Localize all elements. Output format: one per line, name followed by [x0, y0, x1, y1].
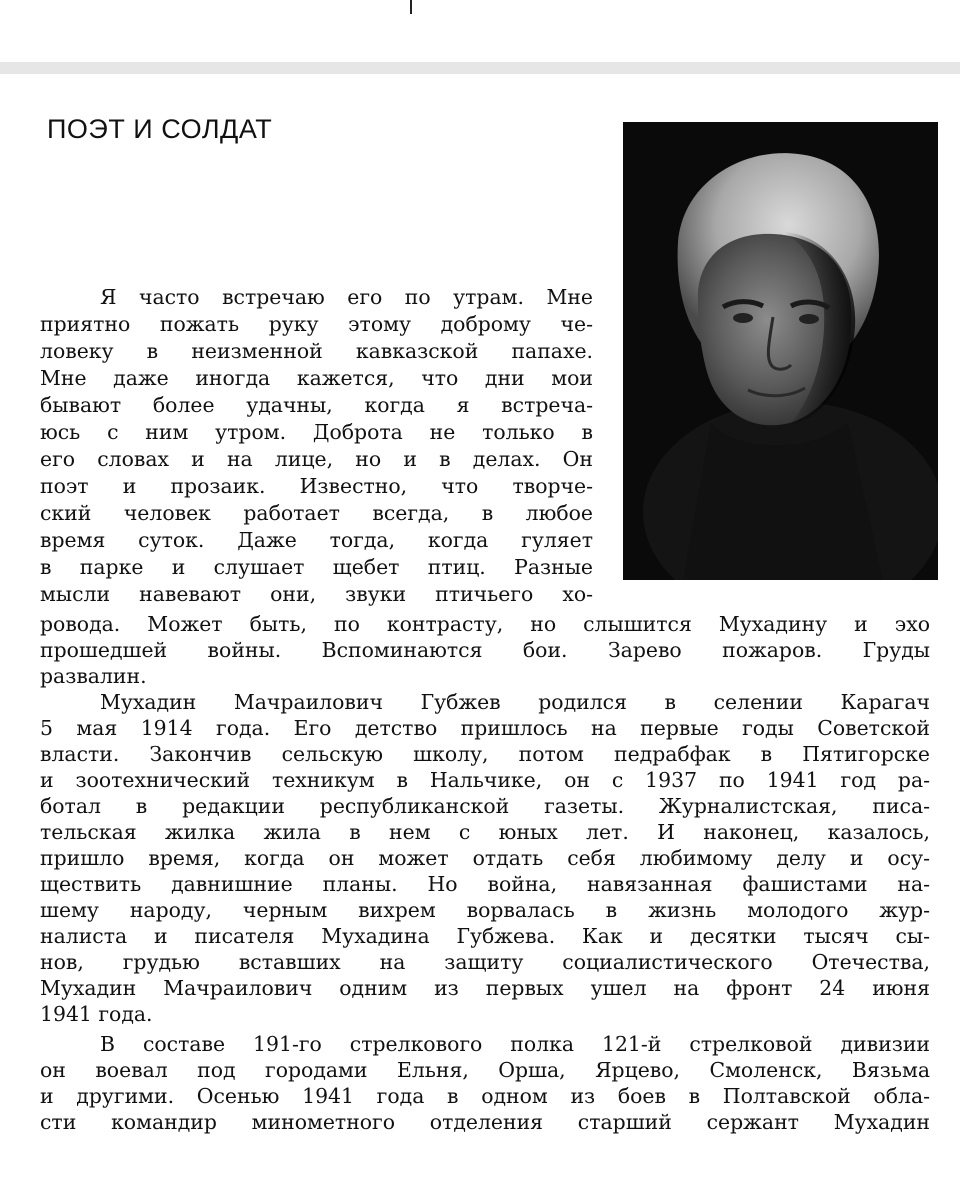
text-line: прошедшей войны. Вспоминаются бои. Зарево пожаров. Груды [40, 638, 930, 662]
previous-page-strip [0, 0, 960, 62]
text-line: развалин. [40, 664, 147, 688]
text-line: он воевал под городами Ельня, Орша, Ярцево, Смоленск, Вязьма [40, 1058, 930, 1082]
text-line: нов, грудью вставших на защиту социалистического Отечества, [40, 950, 930, 974]
previous-page-mark [410, 0, 412, 14]
text-line: ровода. Может быть, по контрасту, но слышится Мухадину и эхо [40, 612, 930, 636]
text-line: 5 мая 1914 года. Его детство пришлось на первые годы Советской [40, 716, 930, 740]
text-line: ский человек работает всегда, в любое [40, 501, 593, 525]
text-line: Я часто встречаю его по утрам. Мне [100, 285, 593, 309]
text-line: его словах и на лице, но и в делах. Он [40, 447, 593, 471]
text-line: тельская жилка жила в нем с юных лет. И наконец, казалось, [40, 820, 930, 844]
text-line: ловеку в неизменной кавказской папахе. [40, 339, 593, 363]
text-line: пришло время, когда он может отдать себя любимому делу и осу- [40, 846, 930, 870]
author-portrait-photo [623, 122, 938, 580]
text-line: мысли навевают они, звуки птичьего хо- [40, 582, 593, 606]
text-line: Мухадин Мачраилович Губжев родился в селении Карагач [100, 690, 930, 714]
text-line: бывают более удачны, когда я встреча- [40, 393, 593, 417]
text-line: шему народу, черным вихрем ворвалась в жизнь молодого жур- [40, 898, 930, 922]
text-line: юсь с ним утром. Доброта не только в [40, 420, 593, 444]
text-line: 1941 года. [40, 1002, 153, 1026]
document-page [0, 74, 960, 1200]
text-line: сти командир минометного отделения старший сержант Мухадин [40, 1110, 930, 1134]
text-line: ществить давнишние планы. Но война, навязанная фашистами на- [40, 872, 930, 896]
portrait-image [623, 122, 938, 580]
text-line: В составе 191-го стрелкового полка 121-й стрелковой дивизии [100, 1032, 930, 1056]
text-line: время суток. Даже тогда, когда гуляет [40, 528, 593, 552]
text-line: ботал в редакции республиканской газеты. Журналистская, писа- [40, 794, 930, 818]
text-line: и другими. Осенью 1941 года в одном из боев в Полтавской обла- [40, 1084, 930, 1108]
text-line: в парке и слушает щебет птиц. Разные [40, 555, 593, 579]
text-line: Мухадин Мачраилович одним из первых ушел на фронт 24 июня [40, 976, 930, 1000]
text-line: власти. Закончив сельскую школу, потом педрабфак в Пятигорске [40, 742, 930, 766]
text-line: поэт и прозаик. Известно, что творче- [40, 474, 593, 498]
text-line: Мне даже иногда кажется, что дни мои [40, 366, 593, 390]
article-title: ПОЭТ И СОЛДАТ [47, 114, 273, 144]
text-line: налиста и писателя Мухадина Губжева. Как и десятки тысяч сы- [40, 924, 930, 948]
text-line: приятно пожать руку этому доброму че- [40, 312, 593, 336]
text-line: и зоотехнический техникум в Нальчике, он с 1937 по 1941 год ра- [40, 768, 930, 792]
